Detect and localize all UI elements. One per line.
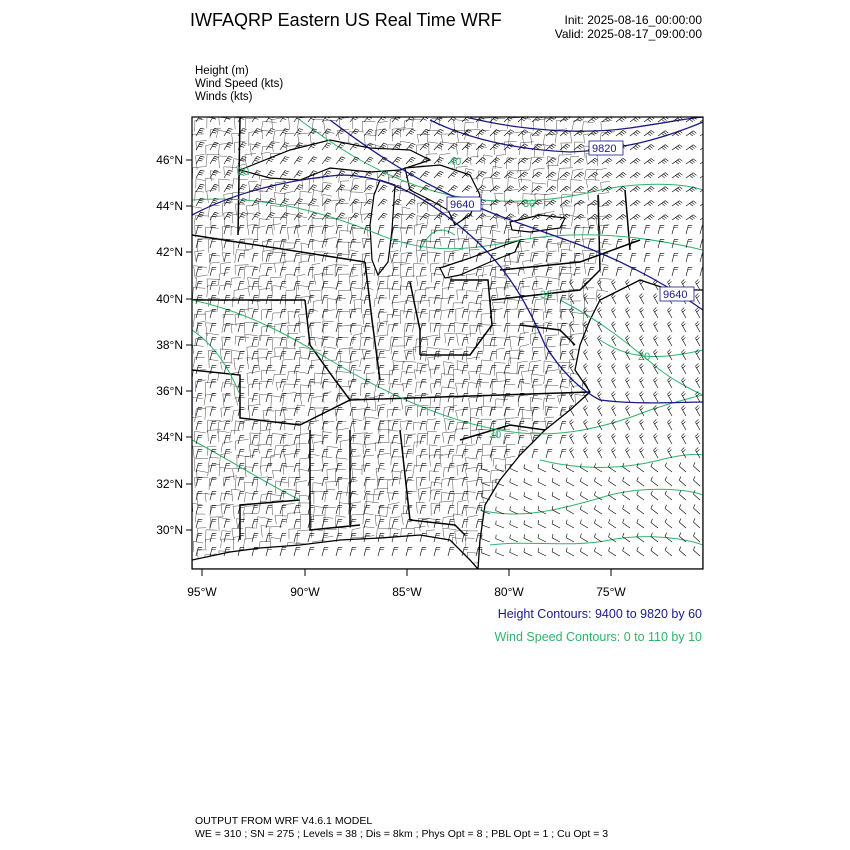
height-label-text: 9640: [663, 289, 688, 301]
wind-label: 20: [237, 166, 250, 178]
wind-label: 30: [489, 429, 502, 441]
map-title: IWFAQRP Eastern US Real Time WRF: [190, 10, 502, 30]
height-label-9640-east: [660, 287, 694, 301]
lat-tick-label: 40°N: [156, 292, 183, 306]
variable-height: Height (m): [195, 65, 249, 77]
lat-tick-label: 42°N: [156, 245, 183, 259]
lat-tick-label: 36°N: [156, 384, 183, 398]
height-label-text: 9820: [592, 143, 617, 155]
variable-wind-speed: Wind Speed (kts): [195, 78, 284, 90]
valid-time: Valid: 2025-08-17_09:00:00: [554, 27, 702, 41]
lon-tick-label: 80°W: [494, 585, 524, 599]
wind-label: 20: [638, 351, 651, 363]
lat-tick-label: 38°N: [156, 338, 183, 352]
init-time: Init: 2025-08-16_00:00:00: [564, 13, 702, 27]
wind-contour-legend: Wind Speed Contours: 0 to 110 by 10: [494, 630, 702, 644]
lon-tick-label: 90°W: [290, 585, 320, 599]
height-label-9820: [589, 141, 623, 155]
variable-winds: Winds (kts): [195, 91, 253, 103]
great-lakes: [240, 140, 565, 278]
map-plot-area: [190, 114, 710, 579]
wind-label: 30: [523, 198, 536, 210]
longitude-axis: [187, 569, 626, 599]
lat-tick-label: 30°N: [156, 523, 183, 537]
lon-tick-label: 85°W: [392, 585, 422, 599]
model-config: WE = 310 ; SN = 275 ; Levels = 38 ; Dis = 8km ; Phys Opt = 8 ; PBL Opt = 1 ; Cu Opt = 3: [195, 828, 609, 840]
height-label-9640-west: [447, 197, 481, 211]
wind-label: 30: [540, 289, 553, 301]
lat-tick-label: 44°N: [156, 199, 183, 213]
wind-label: 40: [449, 156, 462, 168]
lake-erie: [440, 240, 520, 278]
height-label-text: 9640: [450, 199, 475, 211]
lat-tick-label: 34°N: [156, 430, 183, 444]
latitude-axis: [156, 153, 192, 537]
height-contour-legend: Height Contours: 9400 to 9820 by 60: [497, 607, 702, 621]
model-info: OUTPUT FROM WRF V4.6.1 MODEL: [195, 815, 373, 827]
lat-tick-label: 32°N: [156, 477, 183, 491]
lon-tick-label: 75°W: [596, 585, 626, 599]
lat-tick-label: 46°N: [156, 153, 183, 167]
lon-tick-label: 95°W: [187, 585, 217, 599]
